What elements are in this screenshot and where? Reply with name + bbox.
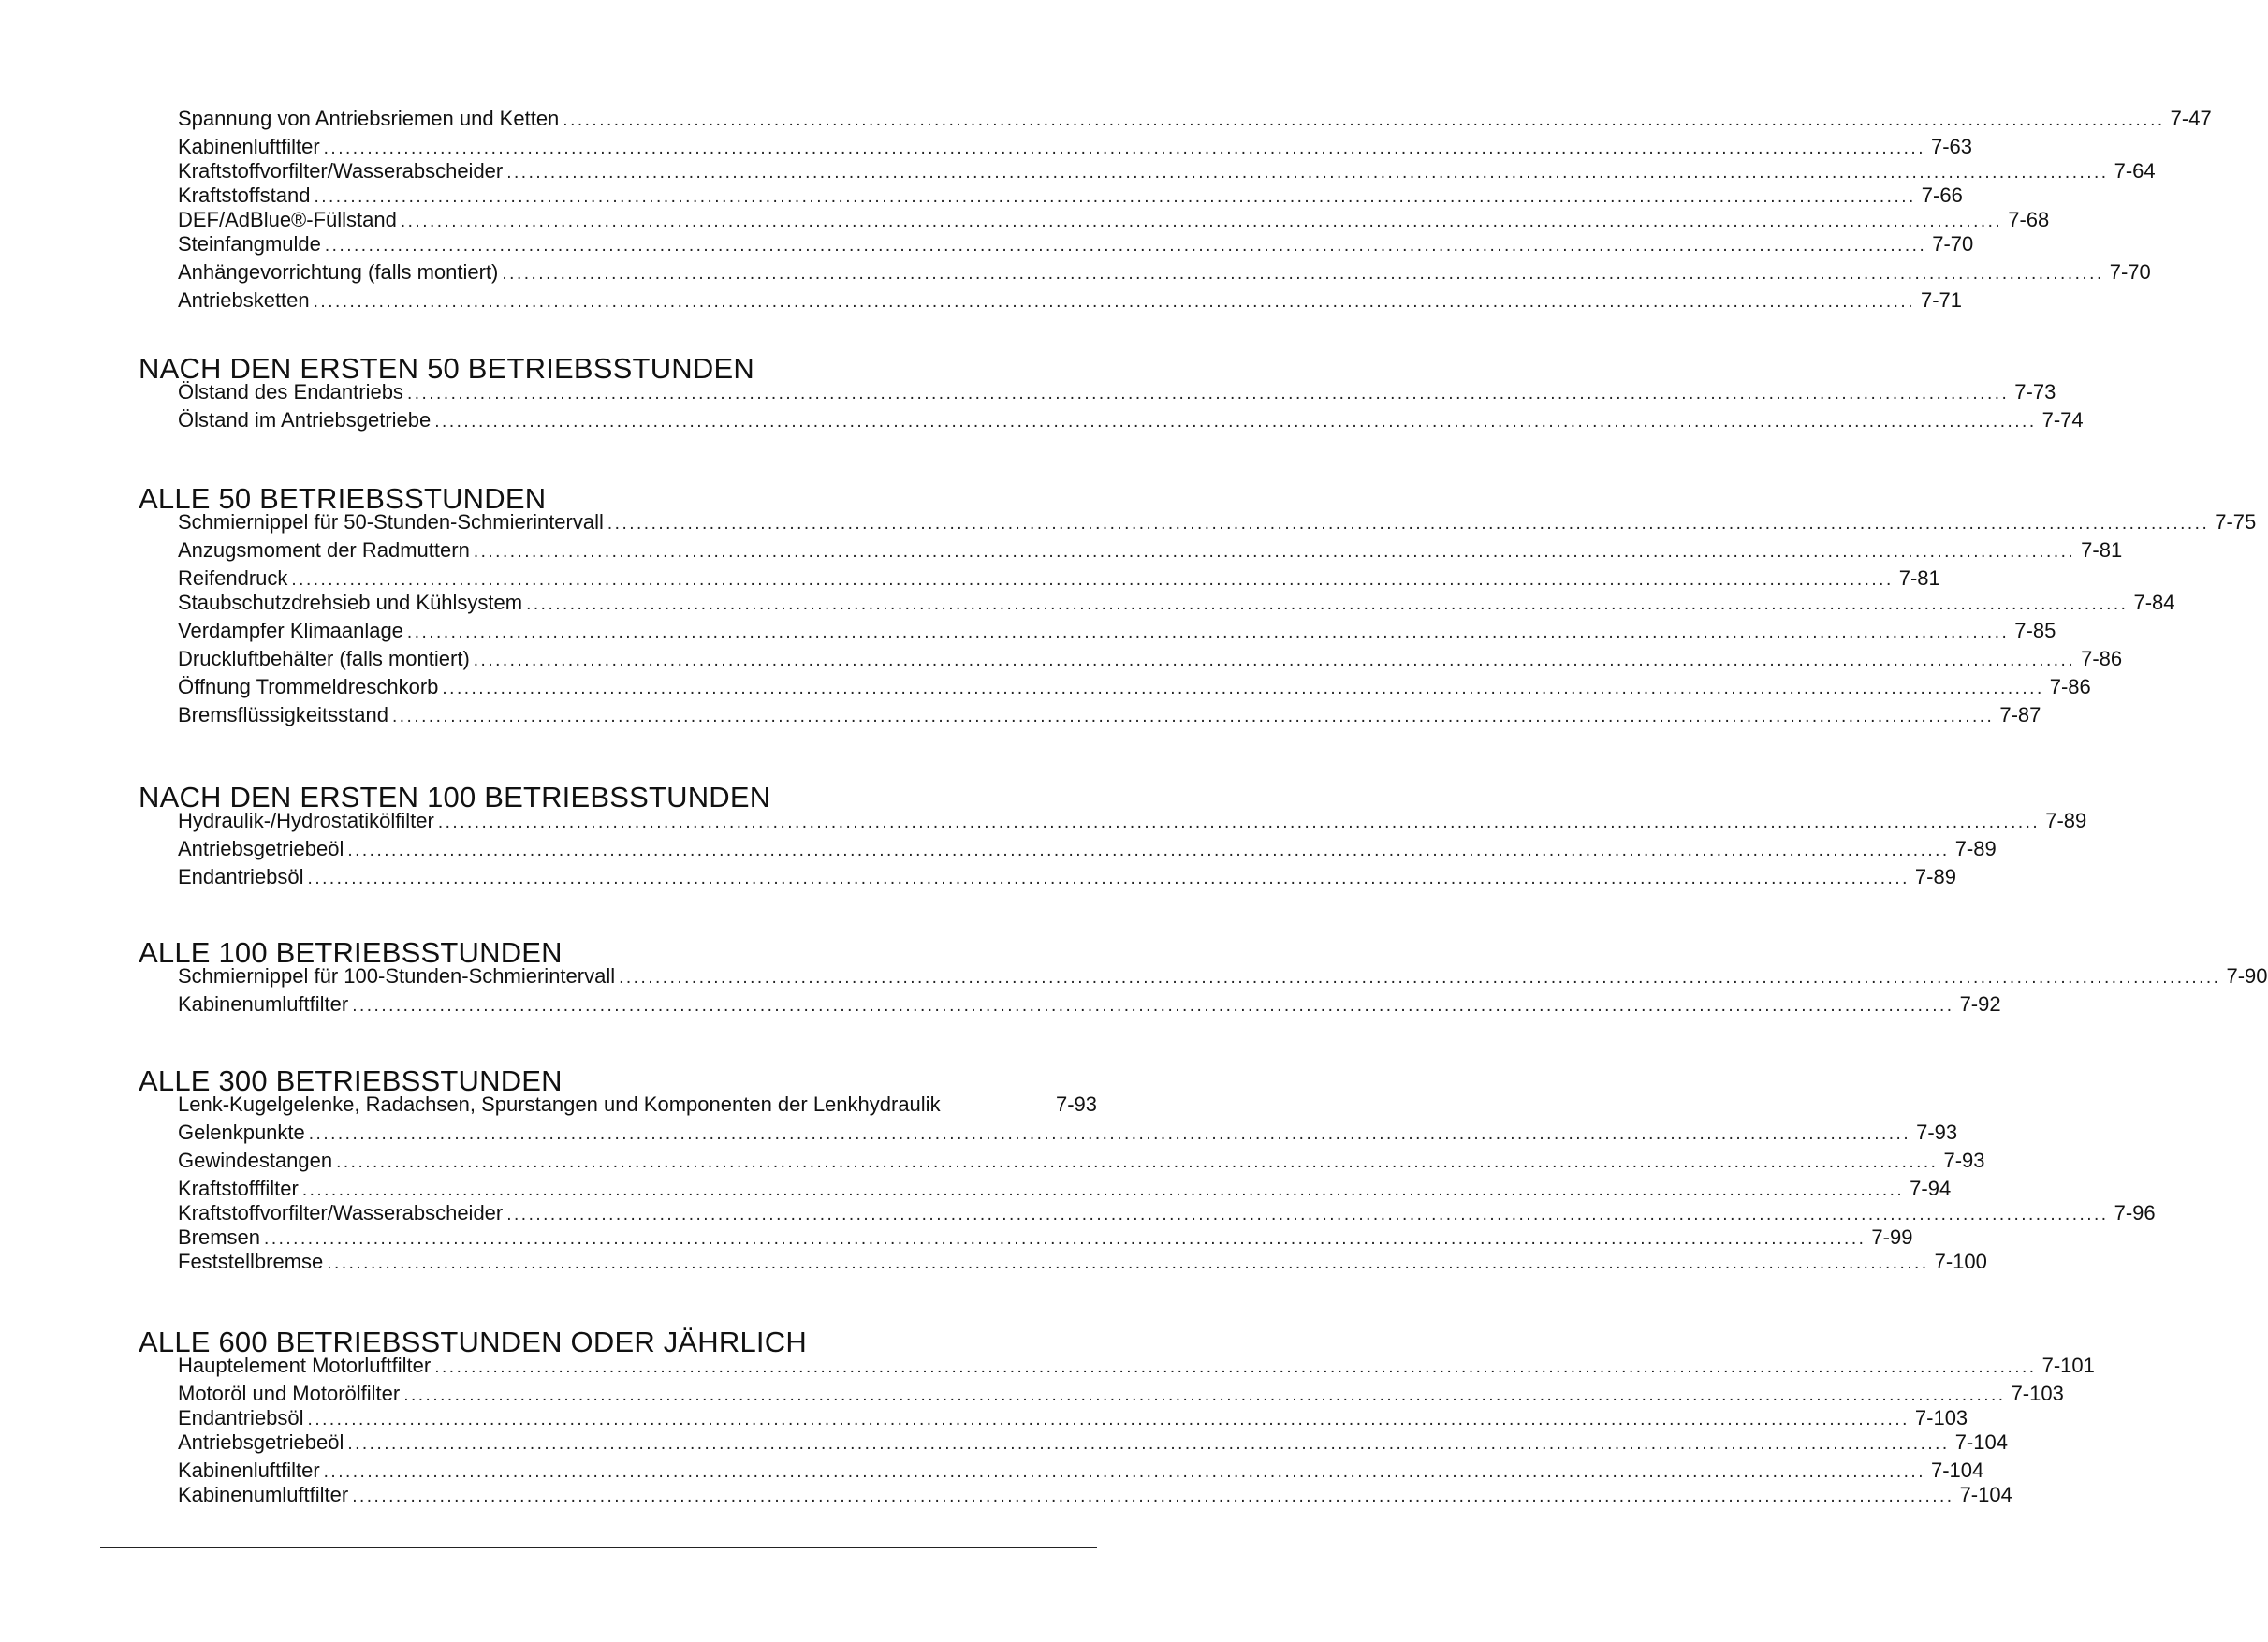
section-heading: ALLE 50 BETRIEBSSTUNDEN <box>139 482 547 515</box>
dot-leader: ............................................................................................................................................................................................................................ <box>352 996 1954 1016</box>
toc-entry-page: 7-103 <box>2011 1382 2064 1405</box>
dot-leader: ............................................................................................................................................................................................................................ <box>442 679 2044 698</box>
dot-leader: ............................................................................................................................................................................................................................ <box>506 163 2109 183</box>
footer-rule <box>100 1547 1097 1548</box>
dot-leader: ............................................................................................................................................................................................................................ <box>400 212 2003 231</box>
toc-entry-page: 7-89 <box>1914 865 1956 888</box>
toc-entry-page: 7-90 <box>2226 964 2268 988</box>
toc-entry[interactable] <box>178 260 2151 286</box>
toc-entry-title: Schmiernippel für 100-Stunden-Schmierintervall <box>178 964 616 988</box>
toc-entry-title: Kabinenluftfilter <box>178 1459 320 1482</box>
section-heading: NACH DEN ERSTEN 100 BETRIEBSSTUNDEN <box>139 781 771 814</box>
toc-entry[interactable] <box>178 288 1963 315</box>
toc-entry-title: Kraftstofffilter <box>178 1177 299 1200</box>
toc-entry-title: Hydraulik-/Hydrostatikölfilter <box>178 809 434 832</box>
toc-entry[interactable] <box>178 992 2001 1019</box>
toc-entry-page: 7-70 <box>1932 232 1974 256</box>
toc-entry-page: 7-99 <box>1871 1225 1913 1249</box>
toc-entry[interactable] <box>178 1250 1987 1276</box>
toc-entry-page: 7-81 <box>2081 538 2123 562</box>
dot-leader: ............................................................................................................................................................................................................................ <box>502 264 2104 284</box>
toc-entry-page: 7-104 <box>1954 1430 2008 1454</box>
toc-entry-title: Lenk-Kugelgelenke, Radachsen, Spurstangen und Komponenten der Lenkhydraulik <box>178 1092 941 1116</box>
dot-leader: ............................................................................................................................................................................................................................ <box>347 1434 1950 1454</box>
dot-leader: ............................................................................................................................................................................................................................ <box>352 1487 1954 1506</box>
dot-leader: ............................................................................................................................................................................................................................ <box>323 139 1925 158</box>
toc-entry-page: 7-64 <box>2114 159 2156 183</box>
toc-entry-page: 7-87 <box>1999 703 2041 726</box>
dot-leader: ............................................................................................................................................................................................................................ <box>323 1462 1925 1482</box>
toc-entry-page: 7-47 <box>2170 107 2212 130</box>
toc-entry[interactable] <box>178 591 2175 617</box>
dot-leader: ............................................................................................................................................................................................................................ <box>473 542 2076 562</box>
toc-entry-title: Kraftstoffvorfilter/Wasserabscheider <box>178 159 504 183</box>
dot-leader: ............................................................................................................................................................................................................................ <box>506 1205 2109 1224</box>
dot-leader: ............................................................................................................................................................................................................................ <box>403 1385 2006 1405</box>
dot-leader: ............................................................................................................................................................................................................................ <box>307 1410 1910 1429</box>
toc-entry-title: Kabinenumluftfilter <box>178 1483 349 1506</box>
dot-leader: ............................................................................................................................................................................................................................ <box>301 1180 1905 1200</box>
toc-entry[interactable] <box>178 380 2056 406</box>
toc-entry-title: Antriebsgetriebeöl <box>178 837 344 860</box>
dot-leader: ............................................................................................................................................................................................................................ <box>473 651 2076 670</box>
toc-entry-page: 7-81 <box>1898 566 1940 590</box>
toc-entry-title: Schmiernippel für 50-Stunden-Schmierintervall <box>178 510 604 534</box>
dot-leader: ............................................................................................................................................................................................................................ <box>324 236 1927 256</box>
dot-leader: ............................................................................................................................................................................................................................ <box>307 869 1910 888</box>
toc-entry[interactable] <box>178 1406 1968 1432</box>
toc-entry-page: 7-89 <box>2045 809 2087 832</box>
toc-entry-title: Spannung von Antriebsriemen und Ketten <box>178 107 560 130</box>
toc-entry-page: 7-74 <box>2041 408 2084 432</box>
toc-entry-title: Antriebsgetriebeöl <box>178 1430 344 1454</box>
toc-entry-page: 7-92 <box>1959 992 2001 1016</box>
toc-entry[interactable] <box>178 1149 1985 1175</box>
dot-leader: ............................................................................................................................................................................................................................ <box>607 514 2210 534</box>
toc-entry[interactable] <box>178 510 2257 536</box>
dot-leader: ............................................................................................................................................................................................................................ <box>347 841 1950 860</box>
toc-entry-title: Reifendruck <box>178 566 288 590</box>
dot-leader: ............................................................................................................................................................................................................................ <box>313 292 1915 312</box>
toc-entry[interactable] <box>178 208 2050 234</box>
toc-entry-page: 7-100 <box>1934 1250 1987 1273</box>
toc-entry-title: Ölstand des Endantriebs <box>178 380 403 403</box>
toc-entry-title: Kraftstoffstand <box>178 183 311 207</box>
section-heading: NACH DEN ERSTEN 50 BETRIEBSSTUNDEN <box>139 352 754 385</box>
toc-entry[interactable] <box>178 183 1963 210</box>
toc-entry[interactable] <box>178 809 2087 835</box>
toc-entry-title: Endantriebsöl <box>178 865 304 888</box>
toc-entry-title: Hauptelement Motorluftfilter <box>178 1354 432 1377</box>
toc-entry-page: 7-71 <box>1920 288 1963 312</box>
section-heading: ALLE 300 BETRIEBSSTUNDEN <box>139 1064 563 1097</box>
toc-entry-page: 7-96 <box>2114 1201 2156 1224</box>
toc-entry-title: Steinfangmulde <box>178 232 321 256</box>
toc-entry[interactable] <box>178 159 2156 185</box>
dot-leader: ............................................................................................................................................................................................................................ <box>336 1152 1939 1172</box>
toc-entry-page: 7-89 <box>1954 837 1997 860</box>
toc-entry-title: Staubschutzdrehsieb und Kühlsystem <box>178 591 523 614</box>
dot-leader: ............................................................................................................................................................................................................................ <box>406 623 2010 642</box>
toc-entry-page: 7-104 <box>1959 1483 2012 1506</box>
toc-entry-page: 7-86 <box>2081 647 2123 670</box>
toc-entry[interactable] <box>178 107 2212 133</box>
toc-entry-title: Bremsen <box>178 1225 261 1249</box>
dot-leader: ............................................................................................................................................................................................................................ <box>619 968 2221 988</box>
toc-entry[interactable] <box>178 1177 1952 1203</box>
toc-entry-page: 7-104 <box>1931 1459 1984 1482</box>
toc-entry-title: Anhängevorrichtung (falls montiert) <box>178 260 499 284</box>
toc-entry-title: Druckluftbehälter (falls montiert) <box>178 647 470 670</box>
toc-entry-title: DEF/AdBlue®-Füllstand <box>178 208 397 231</box>
dot-leader: ............................................................................................................................................................................................................................ <box>434 412 2037 432</box>
toc-entry-page: 7-63 <box>1931 135 1973 158</box>
toc-entry[interactable] <box>178 675 2091 701</box>
toc-entry-page: 7-93 <box>1055 1092 1097 1116</box>
toc-entry-title: Öffnung Trommeldreschkorb <box>178 675 439 698</box>
toc-entry[interactable] <box>178 865 1956 891</box>
toc-entry-title: Anzugsmoment der Radmuttern <box>178 538 470 562</box>
toc-entry-title: Verdampfer Klimaanlage <box>178 619 403 642</box>
toc-entry[interactable] <box>178 647 2123 673</box>
toc-entry-page: 7-68 <box>2008 208 2050 231</box>
dot-leader: ............................................................................................................................................................................................................................ <box>391 707 1995 726</box>
dot-leader: ............................................................................................................................................................................................................................ <box>264 1229 1866 1249</box>
dot-leader: ............................................................................................................................................................................................................................ <box>291 570 1894 590</box>
toc-entry[interactable] <box>178 1201 2156 1227</box>
toc-entry-title: Kraftstoffvorfilter/Wasserabscheider <box>178 1201 504 1224</box>
toc-entry-page: 7-103 <box>1914 1406 1968 1429</box>
toc-entry[interactable] <box>178 837 1997 863</box>
toc-entry-page: 7-66 <box>1921 183 1963 207</box>
dot-leader: ............................................................................................................................................................................................................................ <box>406 384 2010 403</box>
toc-entry[interactable] <box>178 1225 1913 1252</box>
toc-entry[interactable] <box>178 538 2123 564</box>
toc-entry[interactable] <box>178 1382 2064 1408</box>
toc-entry[interactable] <box>178 1430 2008 1457</box>
toc-entry-page: 7-94 <box>1910 1177 1952 1200</box>
toc-entry[interactable] <box>178 1459 1984 1485</box>
dot-leader: ............................................................................................................................................................................................................................ <box>327 1253 1929 1273</box>
toc-entry-title: Motoröl und Motorölfilter <box>178 1382 401 1405</box>
toc-entry-page: 7-86 <box>2049 675 2091 698</box>
toc-entry[interactable] <box>178 1354 2095 1380</box>
dot-leader: ............................................................................................................................................................................................................................ <box>437 813 2041 832</box>
toc-entry-page: 7-75 <box>2215 510 2257 534</box>
section-heading: ALLE 100 BETRIEBSSTUNDEN <box>139 936 563 969</box>
toc-entry[interactable] <box>178 964 2268 990</box>
dot-leader: ............................................................................................................................................................................................................................ <box>526 594 2129 614</box>
toc-entry[interactable] <box>178 135 1973 161</box>
toc-entry[interactable] <box>178 619 2056 645</box>
section-heading: ALLE 600 BETRIEBSSTUNDEN ODER JÄHRLICH <box>139 1326 807 1358</box>
toc-entry-page: 7-73 <box>2014 380 2056 403</box>
toc-entry-title: Gewindestangen <box>178 1149 333 1172</box>
toc-entry-title: Endantriebsöl <box>178 1406 304 1429</box>
toc-entry-title: Antriebsketten <box>178 288 310 312</box>
toc-entry-page: 7-93 <box>1916 1121 1958 1144</box>
toc-entry-page: 7-93 <box>1943 1149 1985 1172</box>
toc-entry-title: Kabinenumluftfilter <box>178 992 349 1016</box>
dot-leader: ............................................................................................................................................................................................................................ <box>308 1124 1911 1144</box>
toc-entry[interactable] <box>178 703 2041 729</box>
toc-entry-title: Ölstand im Antriebsgetriebe <box>178 408 432 432</box>
toc-entry[interactable] <box>178 232 1974 258</box>
dot-leader: ............................................................................................................................................................................................................................ <box>314 187 1916 207</box>
toc-entry-title: Kabinenluftfilter <box>178 135 320 158</box>
toc-entry[interactable] <box>178 1092 1097 1117</box>
toc-entry-title: Feststellbremse <box>178 1250 324 1273</box>
toc-entry-title: Bremsflüssigkeitsstand <box>178 703 388 726</box>
dot-leader: ............................................................................................................................................................................................................................ <box>434 1357 2037 1377</box>
toc-entry-page: 7-101 <box>2041 1354 2095 1377</box>
toc-entry[interactable] <box>178 1483 2012 1509</box>
toc-entry[interactable] <box>178 566 1940 593</box>
toc-entry-page: 7-70 <box>2109 260 2151 284</box>
dot-leader: ............................................................................................................................................................................................................................ <box>563 110 2165 130</box>
toc-entry[interactable] <box>178 408 2084 434</box>
toc-entry-title: Gelenkpunkte <box>178 1121 305 1144</box>
toc-entry-page: 7-85 <box>2014 619 2056 642</box>
toc-entry-page: 7-84 <box>2133 591 2175 614</box>
toc-entry[interactable] <box>178 1121 1958 1147</box>
